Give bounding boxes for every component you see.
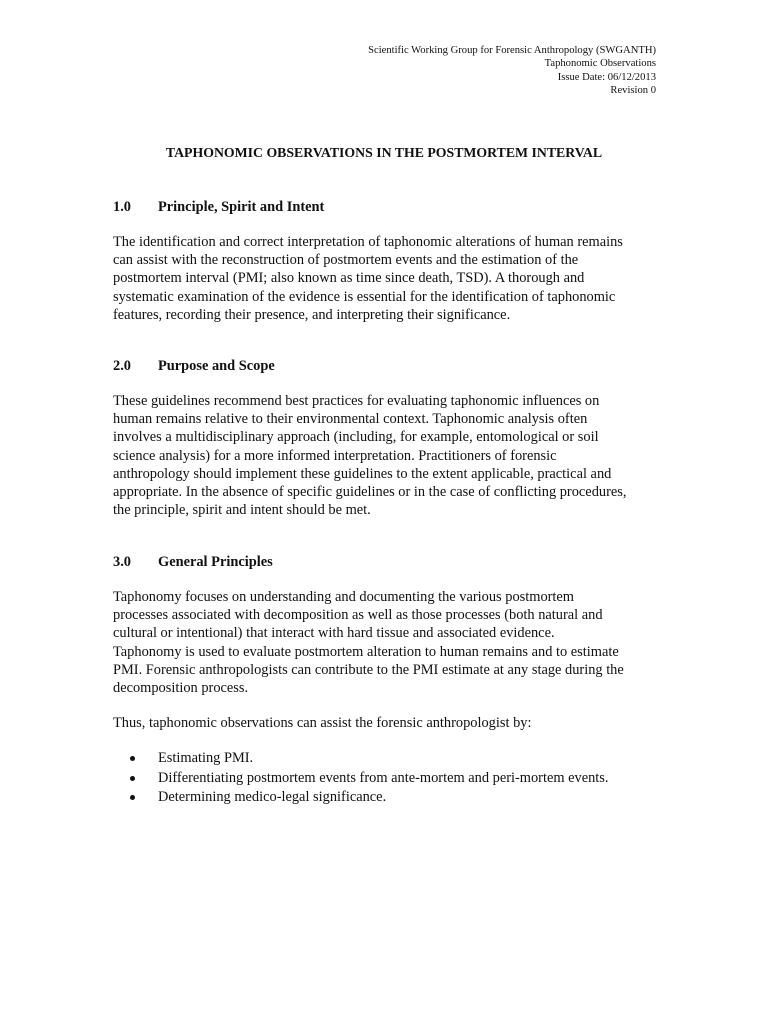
paragraph-line: These guidelines recommend best practices for evaluating taphonomic influences on <box>113 393 600 409</box>
document-title: TAPHONOMIC OBSERVATIONS IN THE POSTMORTEM INTERVAL <box>165 145 603 160</box>
bullet-icon <box>130 776 135 781</box>
bullet-item <box>130 749 609 769</box>
paragraph-line: processes associated with decomposition as well as those processes (both natural and <box>113 607 603 624</box>
paragraph-line: PMI. Forensic anthropologists can contribute to the PMI estimate at any stage during the <box>113 661 624 678</box>
section-number-2: 2.0 <box>113 358 131 374</box>
header-issue-date: Issue Date: 06/12/2013 <box>557 71 656 83</box>
paragraph-line: can assist with the reconstruction of postmortem events and the estimation of the <box>113 252 579 269</box>
paragraph-line: science analysis) for a more informed interpretation. Practitioners of forensic <box>113 447 557 464</box>
section-heading-3 <box>113 553 273 571</box>
section-number-1: 1.0 <box>113 199 131 215</box>
section-title-1: Principle, Spirit and Intent <box>158 199 325 215</box>
assist-bullet-list <box>130 749 609 808</box>
bullet-icon <box>130 795 135 800</box>
paragraph-line: systematic examination of the evidence is essential for the identification of taphonomic <box>113 288 616 305</box>
header-document-name: Taphonomic Observations <box>544 58 656 70</box>
intro-line: Thus, taphonomic observations can assist the forensic anthropologist by: <box>113 715 532 731</box>
paragraph-line: The identification and correct interpretation of taphonomic alterations of human remains <box>113 234 623 250</box>
paragraph-line: Taphonomy focuses on understanding and documenting the various postmortem <box>113 589 575 605</box>
paragraph-line: the principle, spirit and intent should be met. <box>113 502 371 519</box>
paragraph-line: appropriate. In the absence of specific guidelines or in the case of conflicting procedures, <box>113 484 627 501</box>
header-organization: Scientific Working Group for Forensic Anthropology (SWGANTH) <box>368 45 656 56</box>
section-title-3: General Principles <box>158 554 273 570</box>
paragraph-line: anthropology should implement these guidelines to the extent applicable, practical and <box>113 465 612 482</box>
bullet-item <box>130 788 609 808</box>
paragraph-line: decomposition process. <box>113 680 249 697</box>
paragraph-line: cultural or intentional) that interact with hard tissue and associated evidence. <box>113 625 555 642</box>
section-heading-2 <box>113 357 275 375</box>
paragraph-line: human remains relative to their environmental context. Taphonomic analysis often <box>113 411 588 428</box>
paragraph-line: postmortem interval (PMI; also known as time since death, TSD). A thorough and <box>113 270 585 287</box>
section-title-2: Purpose and Scope <box>158 358 275 374</box>
paragraph-line: features, recording their presence, and interpreting their significance. <box>113 306 511 323</box>
section-number-3: 3.0 <box>113 554 131 570</box>
paragraph-line: involves a multidisciplinary approach (including, for example, entomological or soil <box>113 429 599 446</box>
section-1-paragraph <box>113 233 673 324</box>
section-3-intro <box>113 714 673 732</box>
bullet-text: Estimating PMI. <box>158 750 254 766</box>
section-2-paragraph <box>113 392 673 519</box>
bullet-text: Determining medico-legal significance. <box>158 789 387 805</box>
paragraph-line: Taphonomy is used to evaluate postmortem alteration to human remains and to estimate <box>113 643 619 660</box>
bullet-icon <box>130 756 135 761</box>
section-3-paragraph <box>113 588 673 697</box>
bullet-text: Differentiating postmortem events from ante-mortem and peri-mortem events. <box>158 769 609 786</box>
header-revision: Revision 0 <box>610 85 656 97</box>
page-header <box>256 44 656 98</box>
bullet-item <box>130 769 609 789</box>
section-heading-1 <box>113 198 324 216</box>
